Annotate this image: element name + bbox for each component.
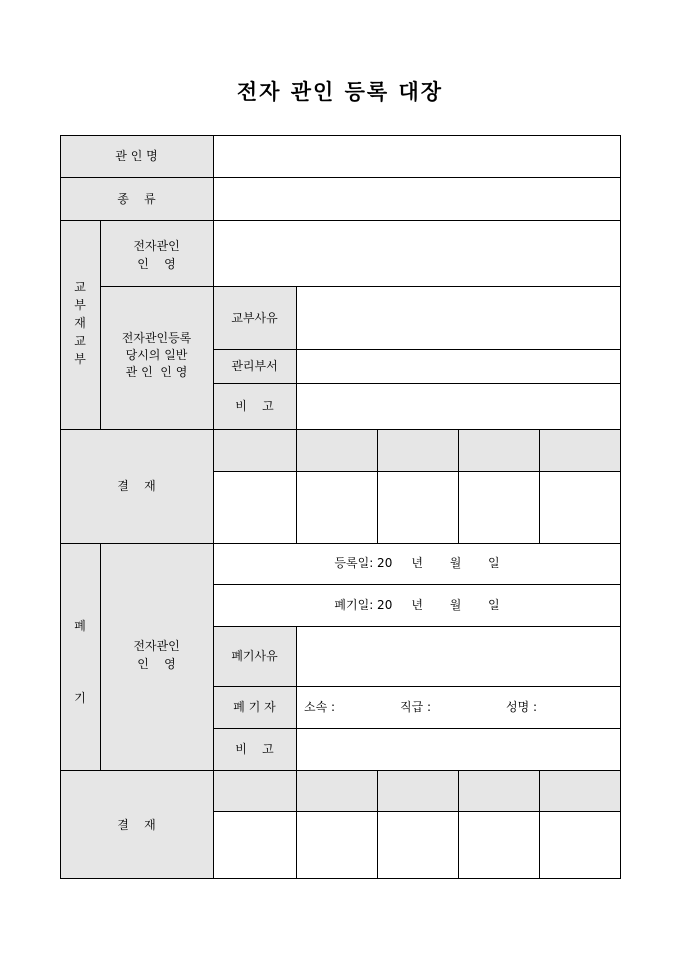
seal-name-label: 관 인 명 [115,149,158,163]
affiliation-label: 소속 : [304,700,336,714]
type-label: 종 류 [117,192,156,206]
approval-signature-cell[interactable] [540,812,620,878]
approval-signature-cell[interactable] [459,472,539,543]
disposal-label: 폐 기 [74,619,86,705]
name-label: 성명 : [506,700,538,714]
reissue-reason-field[interactable] [297,287,620,349]
type-field[interactable] [214,178,620,220]
approval-signature-cell[interactable] [459,812,539,878]
reissue-reason-label: 교부사유 [231,311,278,325]
rank-label: 직급 : [400,700,432,714]
disposal-reason-label: 폐기사유 [231,649,278,663]
reissue-label: 교 부 재 교 부 [74,280,86,366]
disposal-remarks-label: 비 고 [235,742,274,756]
divider [60,543,621,544]
remarks-label: 비 고 [235,399,274,413]
divider [213,686,621,687]
remarks-field[interactable] [297,384,620,429]
e-seal-impression-field[interactable] [214,221,620,286]
registration-date: 등록일: 20 년 월 일 [334,556,500,570]
divider [60,429,621,430]
page-title: 전자 관인 등록 대장 [236,79,444,104]
seal-name-field[interactable] [214,136,620,177]
approval-signature-cell[interactable] [214,812,296,878]
disposer-label: 폐 기 자 [233,700,276,714]
approval-signature-cell[interactable] [540,472,620,543]
disposal-remarks-field[interactable] [297,729,620,770]
disposal-reason-field[interactable] [297,627,620,686]
divider [213,584,621,585]
divider [60,770,621,771]
e-seal-impression-label-disposal: 전자관인 인 영 [133,639,180,671]
disposal-date: 폐기일: 20 년 월 일 [334,598,500,612]
e-seal-impression-label: 전자관인 인 영 [133,239,180,271]
approval-signature-cell[interactable] [378,812,458,878]
managing-dept-label: 관리부서 [231,359,278,373]
general-seal-impression-label: 전자관인등록 당시의 일반 관 인 인 영 [121,331,192,379]
approval-label-2: 결 재 [117,818,156,832]
approval-signature-cell[interactable] [214,472,296,543]
approval-signature-cell[interactable] [378,472,458,543]
managing-dept-field[interactable] [297,350,620,383]
approval-signature-cell[interactable] [297,812,377,878]
approval-label: 결 재 [117,479,156,493]
approval-signature-cell[interactable] [297,472,377,543]
